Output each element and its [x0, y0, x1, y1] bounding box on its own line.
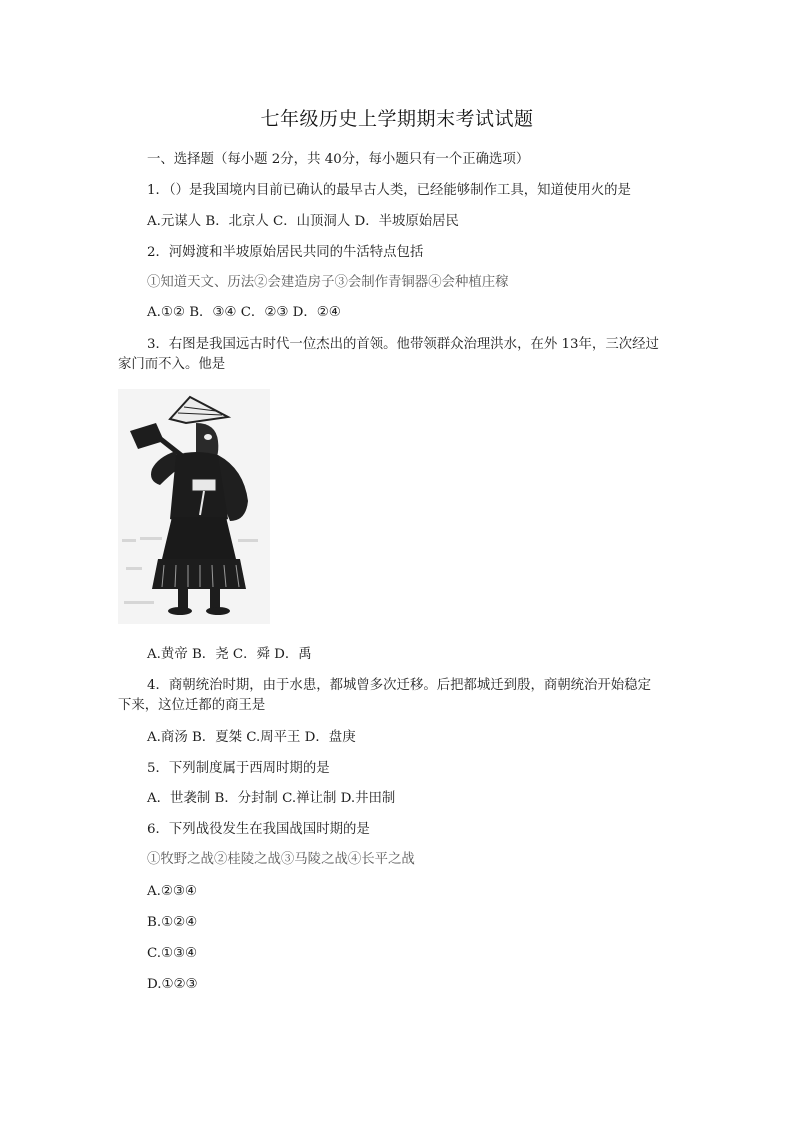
- question-1-stem: 1．（）是我国境内目前已确认的最早古人类，已经能够制作工具，知道使用火的是: [147, 183, 631, 198]
- question-5-stem: 5．下列制度属于西周时期的是: [147, 761, 330, 776]
- section-heading: 一、选择题（每小题 2分，共 40分，每小题只有一个正确选项）: [147, 152, 530, 167]
- question-6-stem: 6．下列战役发生在我国战国时期的是: [147, 822, 370, 837]
- question-3-options: A.黄帝 B．尧 C．舜 D．禹: [147, 647, 312, 662]
- question-3-stem-line-1: 3．右图是我国远古时代一位杰出的首领。他带领群众治理洪水，在外 13年，三次经过: [147, 337, 659, 352]
- question-6-option-a: A.②③④: [147, 884, 197, 899]
- question-6-option-c: C.①③④: [147, 946, 198, 961]
- question-1-options: A.元谋人 B．北京人 C．山顶洞人 D．半坡原始居民: [147, 214, 459, 229]
- question-4-stem-line-2: 下来，这位迁都的商王是: [118, 698, 266, 713]
- question-2-options: A.①② B．③④ C．②③ D．②④: [147, 305, 341, 320]
- question-5-options: A．世袭制 B．分封制 C.禅让制 D.井田制: [147, 791, 396, 806]
- question-2-items: ①知道天文、历法②会建造房子③会制作青铜器④会种植庄稼: [147, 275, 509, 290]
- question-4-options: A.商汤 B．夏桀 C.周平王 D．盘庚: [147, 730, 356, 745]
- question-6-option-d: D.①②③: [147, 977, 198, 992]
- question-4-stem-line-1: 4．商朝统治时期，由于水患，都城曾多次迁移。后把都城迁到殷，商朝统治开始稳定: [147, 678, 651, 693]
- question-6-option-b: B.①②④: [147, 915, 198, 930]
- da-yu-portrait-image: [118, 389, 270, 624]
- question-6-items: ①牧野之战②桂陵之战③马陵之战④长平之战: [147, 852, 415, 867]
- question-2-stem: 2．河姆渡和半坡原始居民共同的牛活特点包括: [147, 245, 424, 260]
- question-3-stem-line-2: 家门而不入。他是: [118, 357, 226, 372]
- page-title: 七年级历史上学期期末考试试题: [260, 108, 534, 130]
